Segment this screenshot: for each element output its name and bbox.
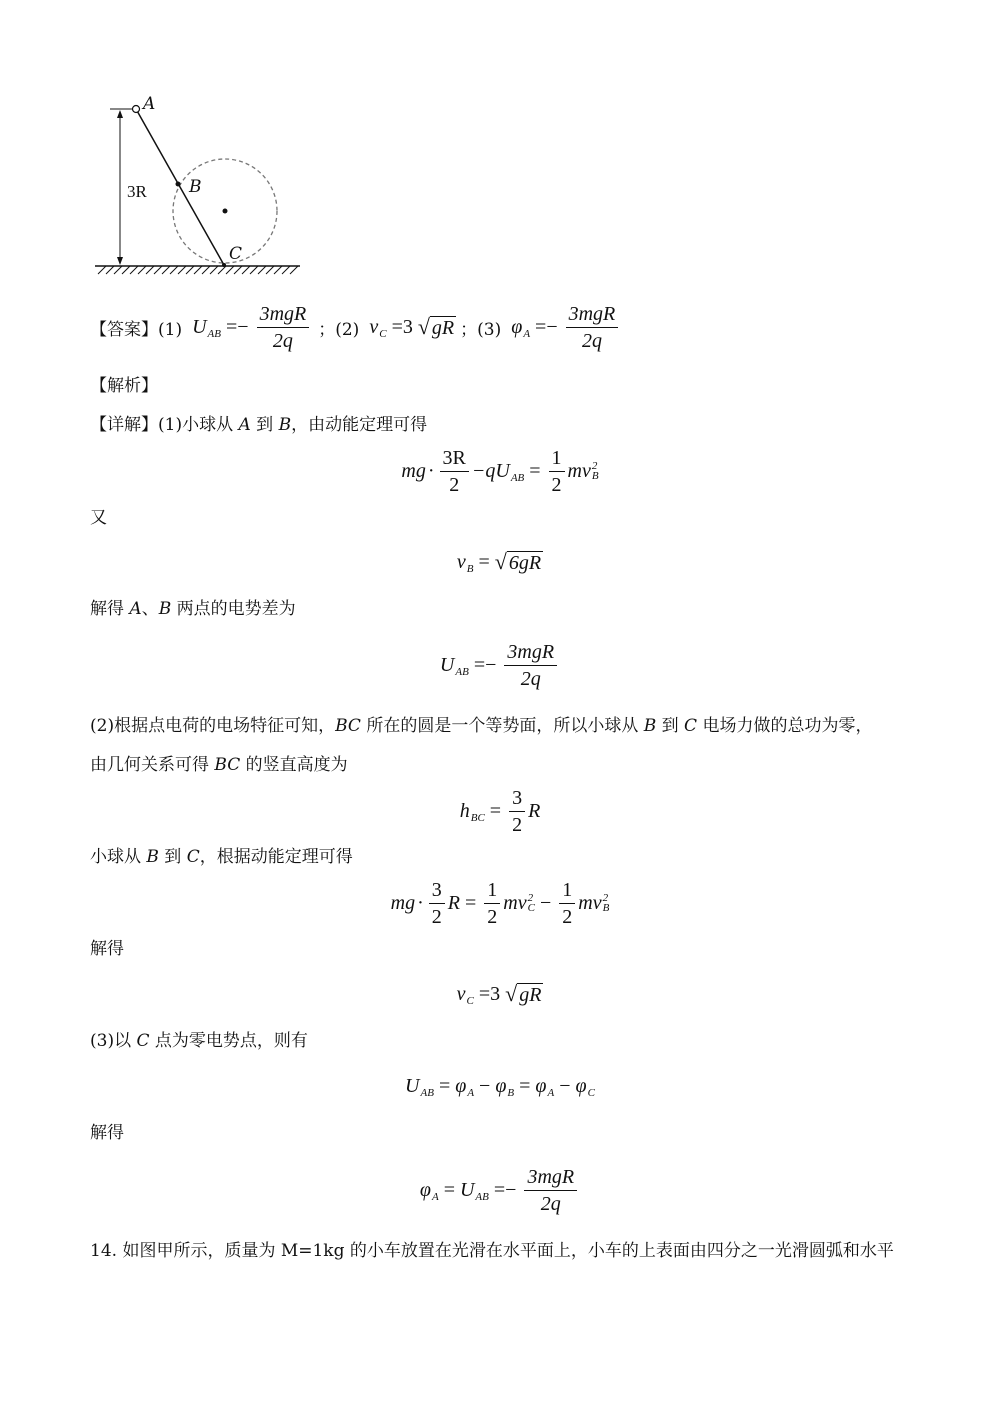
- eq7-phi-4: φ: [575, 1074, 587, 1097]
- point-C-dot: [222, 263, 226, 267]
- eq1-half-den: 2: [551, 473, 562, 496]
- text5-C: C: [186, 847, 200, 867]
- eq7-minus-2: −: [559, 1074, 571, 1097]
- eq3-eq: =−: [473, 653, 497, 676]
- answer-fraction-2: [566, 303, 619, 352]
- eq6-v-sub: C: [466, 995, 474, 1007]
- eq7-sub-A-2: A: [547, 1087, 555, 1099]
- eq6-v: v: [456, 982, 466, 1005]
- solve-label-2: 解得: [90, 1123, 124, 1143]
- eq1-minus-q: −q: [471, 459, 496, 482]
- eq1-fraction: [440, 447, 469, 496]
- equation-3: [0, 638, 1000, 692]
- eq5-subsup-1: [528, 893, 535, 913]
- text3-B: B: [643, 716, 657, 736]
- text5-a: 小球从: [90, 847, 147, 867]
- eq8-sub-A: A: [431, 1191, 439, 1203]
- eq3-frac-den: 2q: [520, 667, 541, 690]
- eq5-fraction: [429, 879, 445, 928]
- eq1-sup: 2: [591, 460, 598, 472]
- eq6-sqrt: √ gR: [505, 980, 542, 1006]
- eq2-v: v: [456, 550, 466, 573]
- text-line-2: [90, 597, 296, 621]
- detail-text-b: 到: [250, 415, 279, 435]
- answer-frac-den-2: 2q: [581, 329, 602, 352]
- eq7-sub-A-1: A: [467, 1087, 475, 1099]
- eq3-fraction: [504, 641, 557, 690]
- eq4-h: h: [459, 799, 470, 822]
- eq5-sup-1: 2: [527, 892, 534, 904]
- text3-c: 到: [656, 716, 685, 736]
- eq5-eq: =: [465, 891, 477, 914]
- eq1-dot: ·: [427, 459, 435, 482]
- eq1-half: [549, 447, 565, 496]
- text6-C: C: [136, 1031, 150, 1051]
- text3-a: (2)根据点电荷的电场特征可知，: [90, 716, 336, 736]
- eq8-U-sub: AB: [475, 1191, 489, 1203]
- eq8-U: U: [459, 1178, 475, 1201]
- eq8-frac-num: 3mgR: [524, 1166, 577, 1191]
- question-14: 14. 如图甲所示，质量为 M=1kg 的小车放置在光滑在水平面上，小车的上表面由四分之一光滑圆弧和水平: [90, 1241, 894, 1261]
- detail-B: B: [278, 415, 292, 435]
- rod-line: [136, 109, 224, 265]
- eq2-v-sub: B: [466, 563, 474, 575]
- answer-sqrt: √ gR: [417, 313, 455, 339]
- eq4-frac-num: 3: [509, 787, 525, 812]
- text2-b: 、: [141, 599, 159, 619]
- eq5-half1-den: 2: [487, 905, 498, 928]
- answer-part3-prefix: ；(3): [460, 319, 502, 340]
- eq4-fraction: [509, 787, 525, 836]
- eq5-subsup-2: [603, 893, 610, 913]
- eq8-frac-den: 2q: [540, 1192, 561, 1215]
- eq4-R: R: [528, 799, 541, 822]
- eq6-eq: =3: [478, 982, 501, 1005]
- label-A: A: [143, 94, 156, 114]
- eq5-half2-num: 1: [559, 879, 575, 904]
- eq1-frac-den: 2: [449, 473, 460, 496]
- text4-b: 的竖直高度为: [240, 755, 348, 775]
- text-line-3: [90, 714, 872, 738]
- eq3-frac-num: 3mgR: [504, 641, 557, 666]
- eq5-frac-num: 3: [429, 879, 445, 904]
- text6-b: 点为零电势点，则有: [149, 1031, 308, 1051]
- text3-BC: BC: [335, 716, 361, 736]
- text3-C: C: [684, 716, 698, 736]
- equation-5: [0, 876, 1000, 930]
- eq5-sub-C: C: [527, 902, 535, 914]
- eq1-mv: mv: [567, 459, 591, 482]
- eq7-eq-1: =: [438, 1074, 451, 1097]
- text4-a: 由几何关系可得: [90, 755, 215, 775]
- answer-frac-den: 2q: [272, 329, 293, 352]
- detail-text-a: (1)小球从: [158, 415, 239, 435]
- text-line-4: [90, 753, 348, 777]
- eq2-sqrt: √ 6gR: [494, 548, 542, 574]
- eq2-sqrt-body: 6gR: [508, 551, 542, 574]
- detail-A: A: [238, 415, 251, 435]
- answer-part2-prefix: ；(2): [318, 319, 360, 340]
- text5-B: B: [146, 847, 159, 867]
- point-B-dot: [176, 182, 181, 187]
- text5-c: ，根据动能定理可得: [199, 847, 353, 867]
- text3-d: 电场力做的总功为零，: [697, 716, 873, 736]
- answer-fraction-1: [257, 303, 310, 352]
- eq7-U: U: [405, 1074, 420, 1097]
- eq5-half2-den: 2: [562, 905, 573, 928]
- point-A-ring: [133, 106, 140, 113]
- eq1-U: U: [495, 459, 510, 482]
- text4-BC: BC: [214, 755, 241, 775]
- text3-b: 所在的圆是一个等势面，所以小球从: [360, 716, 644, 736]
- eq1-frac-num: 3R: [440, 447, 469, 472]
- answer-phi-sub: A: [523, 328, 531, 340]
- eq8-eq1: =: [443, 1178, 455, 1201]
- eq6-sqrt-body: gR: [519, 983, 542, 1006]
- detail-label: 【详解】: [90, 415, 158, 435]
- text6-a: (3)以: [90, 1031, 137, 1051]
- eq5-half1-num: 1: [484, 879, 500, 904]
- text2-A: A: [129, 599, 142, 619]
- eq4-frac-den: 2: [512, 813, 523, 836]
- eq5-mv-2: mv: [578, 891, 602, 914]
- eq7-eq-2: =: [519, 1074, 531, 1097]
- equation-1: [0, 444, 1000, 498]
- eq7-U-sub: AB: [420, 1087, 434, 1099]
- eq1-sub: B: [591, 470, 599, 482]
- center-charge: [223, 209, 228, 214]
- eq5-mg: mg: [390, 891, 416, 914]
- eq7-phi-1: φ: [455, 1074, 467, 1097]
- eq5-half-2: [559, 879, 575, 928]
- eq3-U: U: [439, 653, 455, 676]
- ground-hatching: [98, 266, 298, 274]
- answer-v-sub: C: [379, 328, 387, 340]
- arrow-head-down: [117, 257, 123, 265]
- eq1-subsup: [592, 461, 599, 481]
- text-line-6: [90, 1029, 308, 1053]
- arrow-head-up: [117, 110, 123, 118]
- answer-eq3: =3: [391, 315, 413, 338]
- label-height: 3R: [127, 182, 147, 201]
- eq5-minus: −: [539, 891, 552, 914]
- analysis-label: 【解析】: [90, 376, 158, 396]
- eq7-phi-3: φ: [535, 1074, 547, 1097]
- eq8-phi: φ: [419, 1178, 431, 1201]
- eq4-eq: =: [489, 799, 502, 822]
- eq5-sub-B: B: [602, 902, 610, 914]
- answer-phi: φ: [511, 315, 523, 338]
- solve-label-1: 解得: [90, 939, 124, 959]
- equation-4: [0, 784, 1000, 838]
- eq5-half-1: [484, 879, 500, 928]
- eq1-half-num: 1: [549, 447, 565, 472]
- label-C: C: [229, 244, 243, 264]
- eq1-U-sub: AB: [510, 472, 525, 484]
- answer-U: U: [192, 315, 207, 338]
- eq5-R: R: [447, 891, 461, 914]
- eq7-sub-B: B: [507, 1087, 515, 1099]
- eq8-fraction: [524, 1166, 577, 1215]
- eq7-sub-C: C: [587, 1087, 595, 1099]
- eq2-eq: =: [478, 550, 490, 573]
- equation-6: [0, 976, 1000, 1012]
- eq7-phi-2: φ: [495, 1074, 507, 1097]
- text2-a: 解得: [90, 599, 130, 619]
- text5-b: 到: [158, 847, 187, 867]
- eq1-mg: mg: [401, 459, 426, 482]
- eq8-eq2: =−: [493, 1178, 517, 1201]
- eq5-mv-1: mv: [503, 891, 527, 914]
- answer-frac-num-2: 3mgR: [566, 303, 619, 328]
- eq7-minus-1: −: [479, 1074, 491, 1097]
- answer-frac-num: 3mgR: [257, 303, 310, 328]
- answer-minus-2: =−: [535, 315, 558, 338]
- eq3-U-sub: AB: [455, 666, 469, 678]
- answer-prefix: 【答案】(1): [90, 319, 183, 340]
- eq1-eq: =: [529, 459, 541, 482]
- detail-line-1: [90, 413, 427, 437]
- equation-2: [0, 544, 1000, 580]
- eq5-sup-2: 2: [602, 892, 609, 904]
- answer-v: v: [369, 315, 379, 338]
- text2-c: 两点的电势差为: [171, 599, 296, 619]
- text2-B: B: [158, 599, 172, 619]
- you-text: 又: [90, 508, 107, 528]
- answer-sqrt-body: gR: [431, 316, 455, 339]
- text-line-5: [90, 845, 353, 869]
- eq5-frac-den: 2: [431, 905, 442, 928]
- answer-line: [90, 300, 621, 354]
- eq5-dot: ·: [417, 891, 424, 914]
- label-B: B: [189, 177, 202, 197]
- eq4-h-sub: BC: [470, 812, 485, 824]
- equation-7: [0, 1068, 1000, 1104]
- answer-minus: =−: [226, 315, 249, 338]
- equation-8: [0, 1163, 1000, 1217]
- answer-U-sub: AB: [207, 328, 221, 340]
- detail-text-c: ，由动能定理可得: [291, 415, 428, 435]
